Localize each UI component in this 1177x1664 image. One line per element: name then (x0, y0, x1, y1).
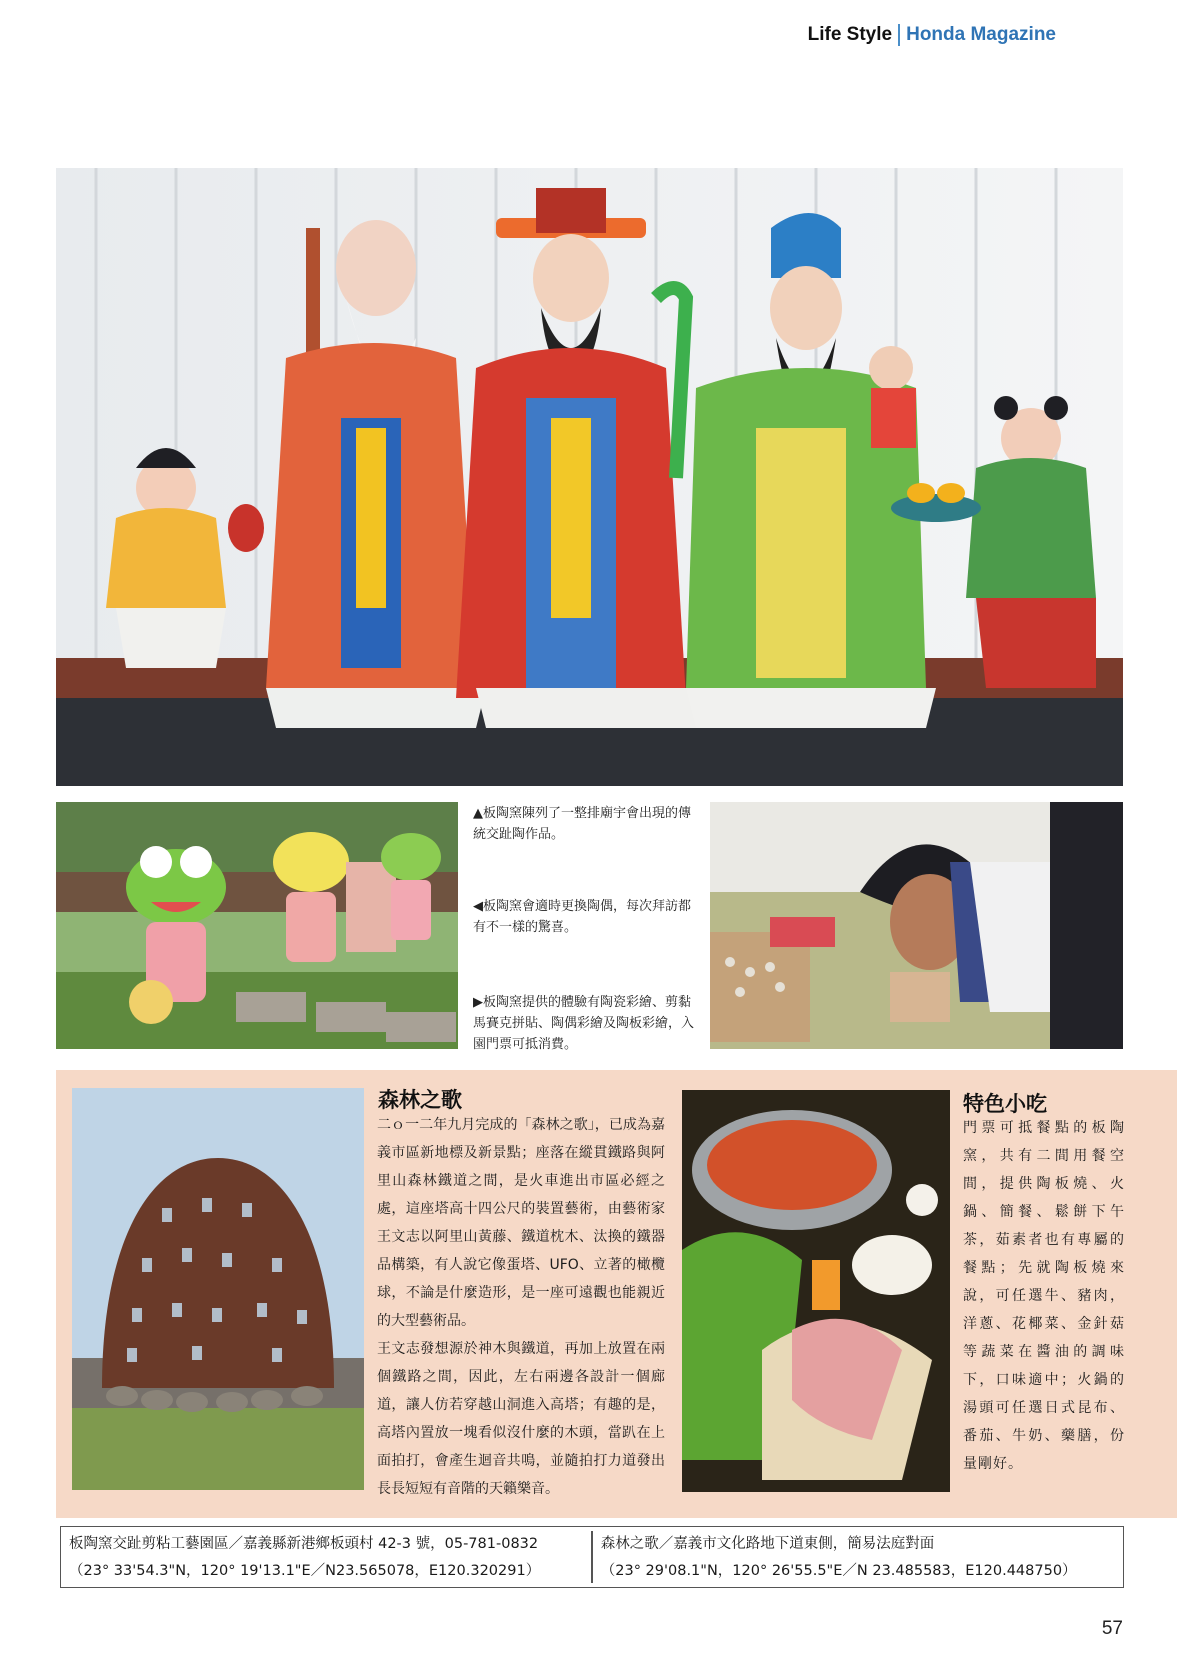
forest-song-paragraph-1: 二ｏ一二年九月完成的「森林之歌」，已成為嘉義市區新地標及新景點；座落在縱貫鐵路與阿里山森林鐵道之間，是火車進出市區必經之處，這座塔高十四公尺的裝置藝術，由藝術家王文志以阿里山黃藤、鐵道枕木、汰換的鐵器品構築，有人說它像蛋塔、UFO、立著的橄欖球，不論是什麼造形，是一座可遠觀也能親近的大型藝術品。 (377, 1117, 665, 1329)
caption-craft: ▶板陶窯提供的體驗有陶瓷彩繪、剪黏馬賽克拼貼、陶偶彩繪及陶板彩繪，入園門票可抵消費。 (473, 995, 695, 1052)
info-forest-song (593, 1527, 1123, 1587)
snacks-paragraph: 門票可抵餐點的板陶窯，共有二間用餐空間，提供陶板燒、火鍋、簡餐、鬆餅下午茶，茹素者也有專屬的餐點；先就陶板燒來說，可任選牛、豬肉，洋蔥、花椰菜、金針菇等蔬菜在醬油的調味下，口味適中；火鍋的湯頭可任選日式昆布、番茄、牛奶、藥膳，份量剛好。 (963, 1120, 1125, 1472)
page-number: 57 (1101, 1618, 1123, 1639)
caption-hero: ▲板陶窯陳列了一整排廟宇會出現的傳統交趾陶作品。 (473, 806, 691, 842)
location-info-box (60, 1526, 1124, 1588)
caption-frog: ◀板陶窯會適時更換陶偶，每次拜訪都有不一樣的驚喜。 (473, 899, 691, 935)
section-title-forest-song: 森林之歌 (378, 1088, 462, 1112)
forest-song-body (377, 1111, 665, 1503)
photo-hotpot-meal (682, 1090, 950, 1492)
info-forest-song-address: 森林之歌／嘉義市文化路地下道東側，簡易法庭對面 (600, 1536, 935, 1552)
photo-frog-figures (56, 802, 458, 1049)
forest-song-paragraph-2: 王文志發想源於神木與鐵道，再加上放置在兩個鐵路之間，因此，左右兩邊各設計一個廊道，讓人仿若穿越山洞進入高塔；有趣的是，高塔內置放一塊看似沒什麼的木頭，當趴在上面拍打，會產生迴音共鳴，並隨拍打力道發出長長短短有音階的天籟樂音。 (377, 1341, 665, 1497)
section-title-snacks: 特色小吃 (963, 1092, 1047, 1116)
info-banntaoyao-coords: （23° 33'54.3"N，120° 19'13.1"E／N23.565078，E120.320291） (69, 1563, 541, 1579)
running-header (808, 24, 1056, 46)
info-banntaoyao (61, 1527, 591, 1587)
header-divider (898, 24, 900, 46)
hero-photo-ceramic-figures (56, 168, 1123, 786)
section-name: Life Style (807, 24, 893, 45)
snacks-body (963, 1114, 1125, 1478)
info-banntaoyao-address: 板陶窯交趾剪粘工藝園區／嘉義縣新港鄉板頭村 42-3 號，05-781-0832 (69, 1536, 539, 1552)
photo-mosaic-workshop (710, 802, 1123, 1049)
magazine-name: Honda Magazine (906, 24, 1056, 45)
photo-forest-song-tower (72, 1088, 364, 1490)
info-forest-song-coords: （23° 29'08.1"N，120° 26'55.5"E／N 23.485583，E120.448750） (600, 1563, 1077, 1579)
